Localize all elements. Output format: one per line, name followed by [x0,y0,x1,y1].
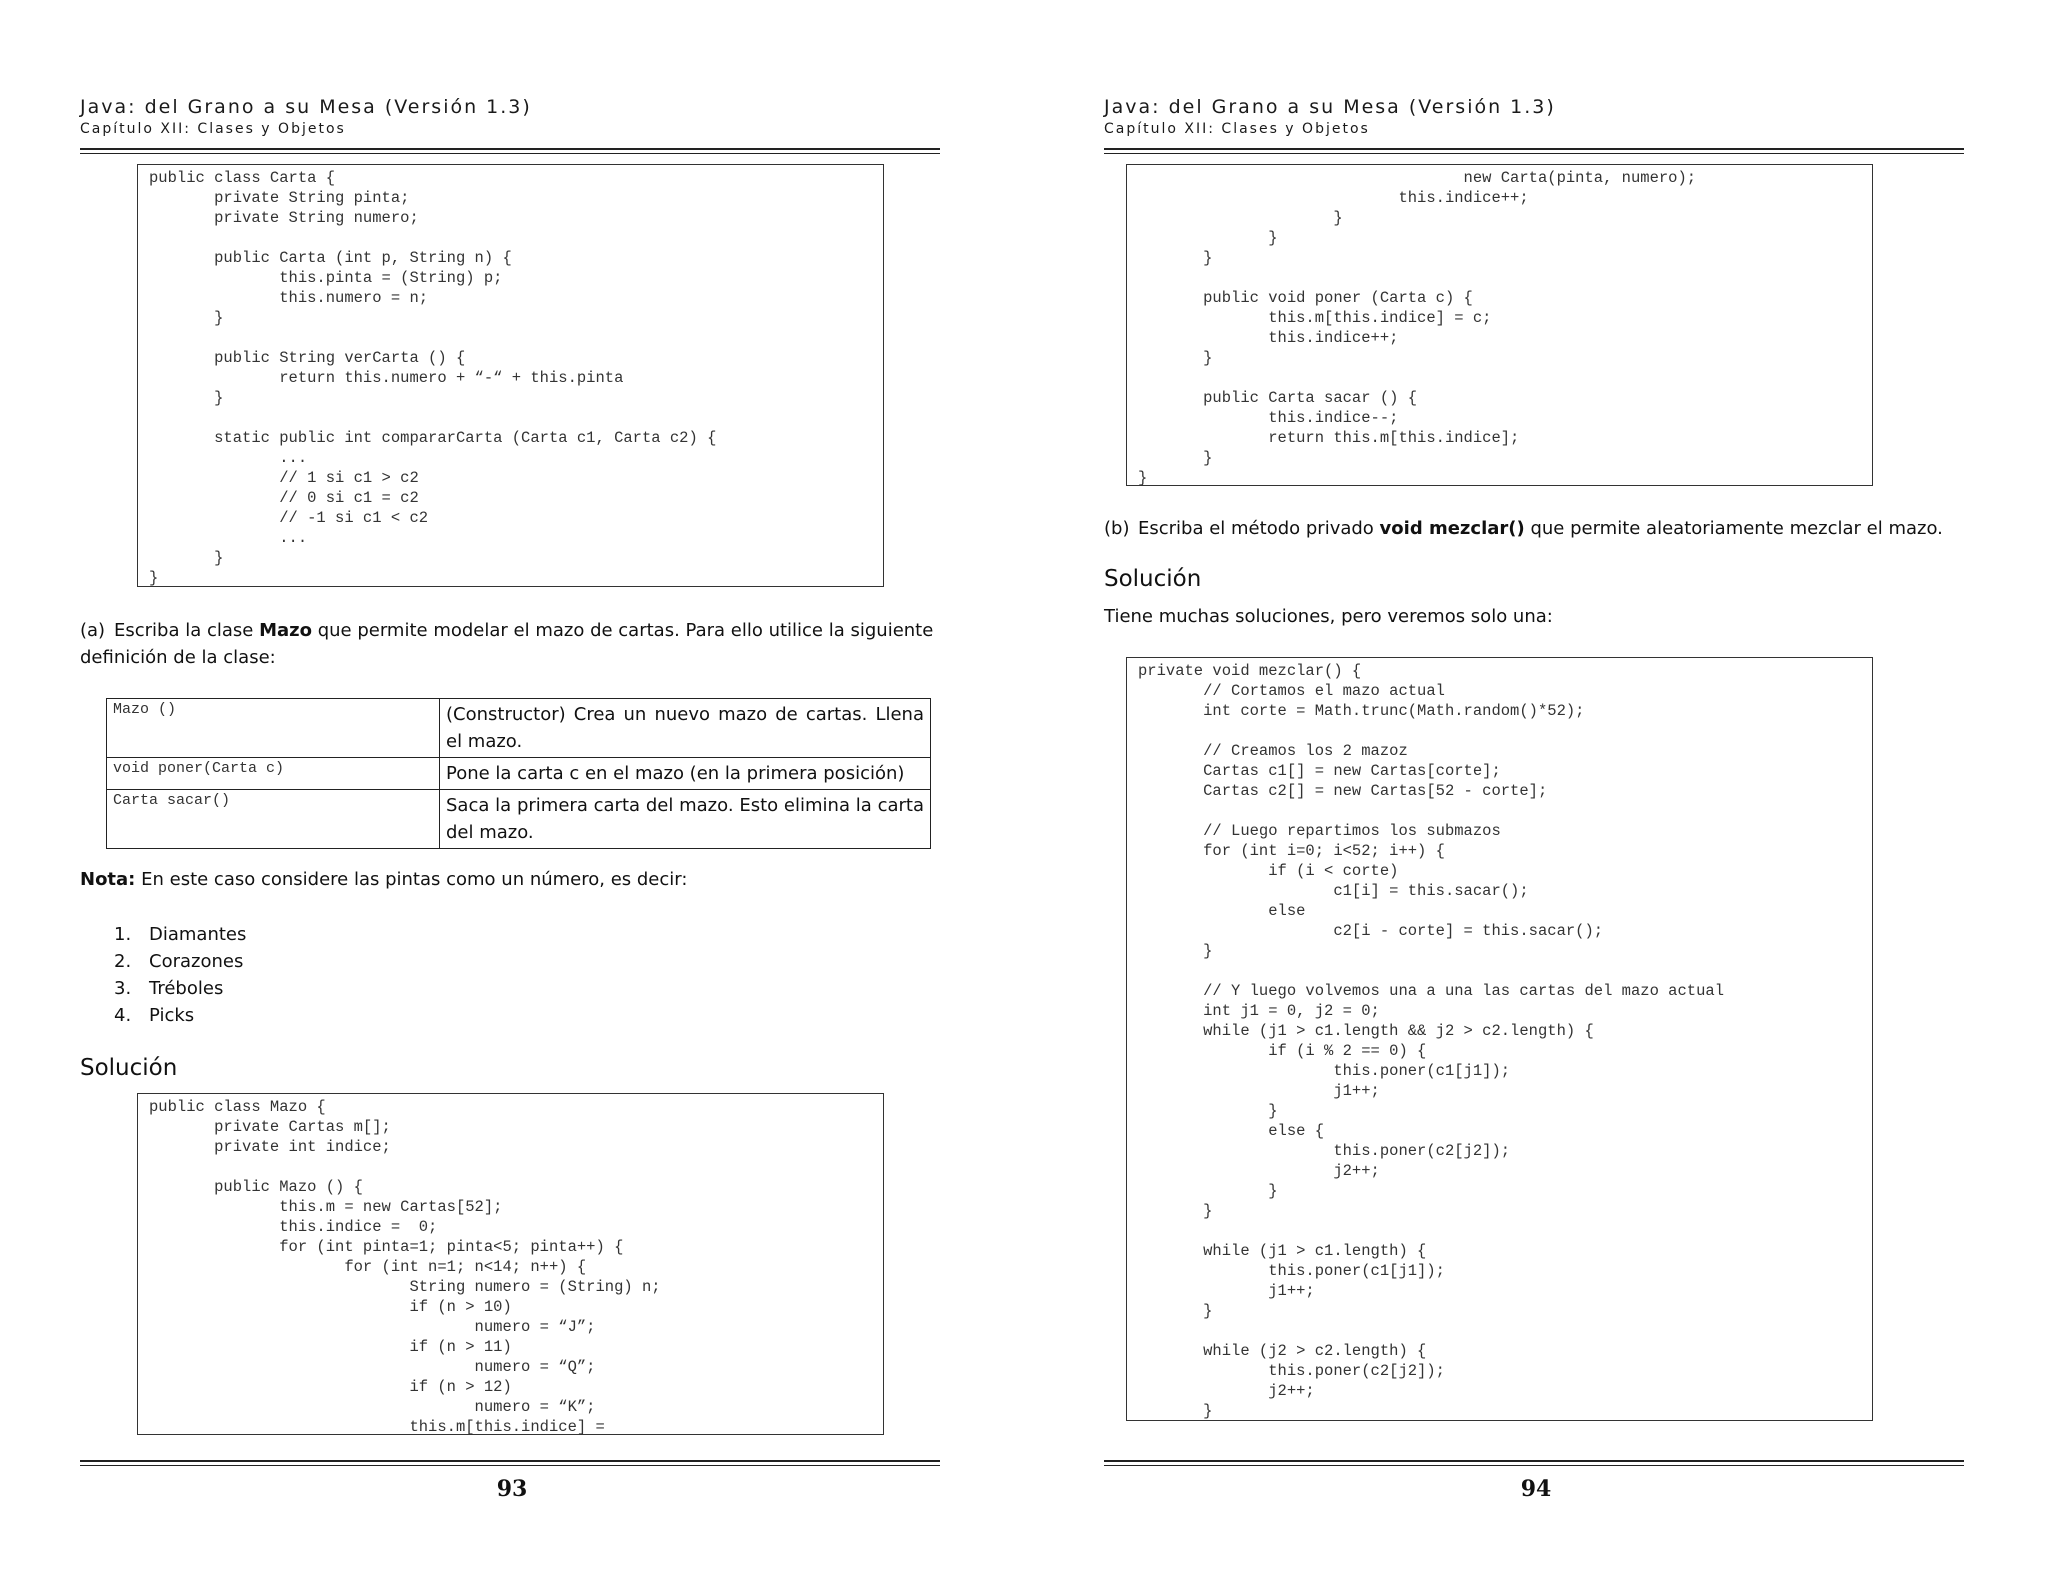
header-rule-thin [80,153,940,154]
code-block-mezclar [1126,657,1873,1421]
question-b-post: que permite aleatoriamente mezclar el mazo. [1524,518,1943,539]
question-a-pre: Escriba la clase [114,620,260,641]
chapter-title: Capítulo XII: Clases y Objetos [1104,121,1370,137]
code-block-mazo-cont [1126,164,1873,486]
signature-cell: void poner(Carta c) [107,758,440,790]
question-a-prefix: (a) [80,620,106,641]
question-b [1104,515,2004,542]
list-item: 2. Corazones [114,951,244,972]
table-row [107,790,931,849]
solution-heading: Solución [1104,566,1202,592]
book-title: Java: del Grano a su Mesa (Versión 1.3) [80,96,532,118]
right-page [1024,0,2048,1582]
question-a [80,617,940,671]
code-mazo: public class Mazo { private Cartas m[]; private int indice; public Mazo () { this.m = new Cartas[52]; this.indice = 0; for (int pinta=1; pinta<5; pinta++) { for (int n=1; n<14; n++) { String numero = (String) n; if (n > 10) numero = “J”; if (n > 11) numero = “Q”; if (n > 12) numero = “K”; this.m[this.indice] = [149,1098,661,1435]
description-cell: (Constructor) Crea un nuevo mazo de cartas. Llena el mazo. [440,699,931,758]
table-row [107,699,931,758]
code-carta: public class Carta { private String pinta; private String numero; public Carta (int p, String n) { this.pinta = (String) p; this.numero = n; } public String verCarta () { return this.numero + “-“ + this.pinta } static public int compararCarta (Carta c1, Carta c2) { ... // 1 si c1 > c2 // 0 si c1 = c2 // -1 si c1 < c2 ... } } [149,169,717,587]
chapter-title: Capítulo XII: Clases y Objetos [80,121,346,137]
solution-intro: Tiene muchas soluciones, pero veremos solo una: [1104,606,1553,627]
book-title: Java: del Grano a su Mesa (Versión 1.3) [1104,96,1556,118]
list-item: 4. Picks [114,1005,195,1026]
note-label: Nota: [80,869,136,890]
page-number: 94 [1520,1476,1552,1502]
table-row [107,758,931,790]
signature-cell: Carta sacar() [107,790,440,849]
header-rule [1104,148,1964,150]
note [80,866,940,893]
definition-table [106,698,931,849]
note-text: En este caso considere las pintas como un número, es decir: [135,869,688,890]
header-rule [80,148,940,150]
signature-cell: Mazo () [107,699,440,758]
footer-rule-thin [1104,1465,1964,1466]
footer-rule [1104,1460,1964,1462]
question-b-pre: Escriba el método privado [1138,518,1380,539]
header-rule-thin [1104,153,1964,154]
code-block-carta [137,164,884,587]
list-item: 1. Diamantes [114,924,247,945]
footer-rule [80,1460,940,1462]
question-a-bold: Mazo [259,620,312,641]
question-b-bold: void mezclar() [1379,518,1525,539]
description-cell: Pone la carta c en el mazo (en la primera posición) [440,758,931,790]
list-item: 3. Tréboles [114,978,224,999]
pintas-list [114,921,246,1029]
question-a-post: que permite modelar el mazo de cartas. Para ello utilice la siguiente definición de la clase: [80,620,934,668]
footer-rule-thin [80,1465,940,1466]
solution-heading: Solución [80,1055,178,1081]
code-mazo-cont: new Carta(pinta, numero); this.indice++; } } } public void poner (Carta c) { this.m[this.indice] = c; this.indice++; } public Carta sacar () { this.indice--; return this.m[this.indice]; } } [1138,169,1697,487]
description-cell: Saca la primera carta del mazo. Esto elimina la carta del mazo. [440,790,931,849]
page-number: 93 [496,1476,528,1502]
code-mezclar: private void mezclar() { // Cortamos el mazo actual int corte = Math.trunc(Math.random()*52); // Creamos los 2 mazoz Cartas c1[] = new Cartas[corte]; Cartas c2[] = new Cartas[52 - corte]; // Luego repartimos los submazos for (int i=0; i<52; i++) { if (i < corte) c1[i] = this.sacar(); else c2[i - corte] = this.sacar(); } // Y luego volvemos una a una las cartas del mazo actual int j1 = 0, j2 = 0; while (j1 > c1.length && j2 > c2.length) { if (i % 2 == 0) { this.poner(c1[j1]); j1++; } else { this.poner(c2[j2]); j2++; } } while (j1 > c1.length) { this.poner(c1[j1]); j1++; } while (j2 > c2.length) { this.poner(c2[j2]); j2++; } [1138,662,1724,1420]
question-b-prefix: (b) [1104,518,1130,539]
code-block-mazo [137,1093,884,1435]
